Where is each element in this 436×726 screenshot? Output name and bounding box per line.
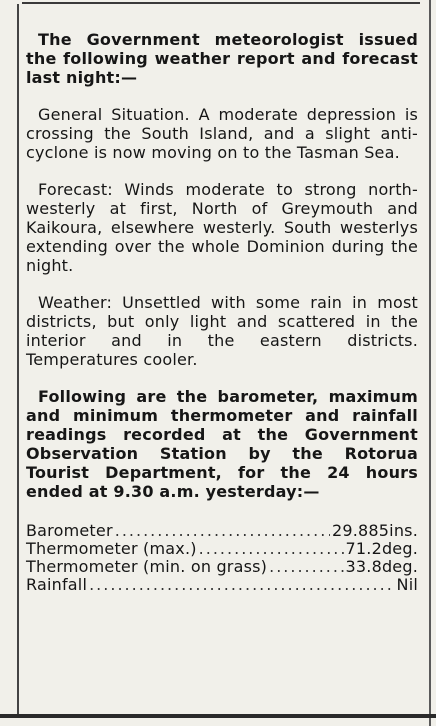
left-column-edge	[17, 4, 19, 716]
forecast-paragraph: Forecast: Winds moderate to strong north-westerly at first, North of Greymouth and Kaikoura, elsewhere westerly. South westerlys extending over the whole Dominion during the night.	[26, 180, 418, 275]
weather-report-article	[26, 30, 418, 594]
reading-label: Thermometer (min. on grass)	[26, 557, 268, 576]
bottom-rule	[0, 714, 436, 718]
reading-label: Barometer	[26, 521, 113, 540]
right-column-edge	[429, 0, 431, 726]
reading-row-thermometer-min	[26, 558, 418, 576]
weather-paragraph: Weather: Unsettled with some rain in most districts, but only light and scattered in the interior and in the eastern districts. Temperatures cooler.	[26, 293, 418, 369]
reading-row-rainfall	[26, 576, 418, 594]
reading-value: 33.8deg.	[345, 557, 418, 576]
readings-intro-paragraph: Following are the barometer, maximum and minimum thermometer and rainfall readings recorded at the Government Observation Station by the Rotorua Tourist Department, for the 24 hours ended at 9.30 a.m. yesterday:—	[26, 387, 418, 501]
general-situation-paragraph: General Situation. A moderate depression is crossing the South Island, and a slight anti-cyclone is now moving on to the Tasman Sea.	[26, 105, 418, 162]
article-intro: The Government meteorologist issued the following weather report and forecast last night:—	[26, 30, 418, 87]
top-rule	[22, 2, 420, 4]
reading-value: Nil	[396, 575, 418, 594]
readings-table	[26, 522, 418, 594]
dot-leader	[199, 540, 344, 558]
reading-label: Rainfall	[26, 575, 88, 594]
reading-value: 71.2deg.	[345, 539, 418, 558]
dot-leader	[89, 576, 394, 594]
reading-value: 29.885ins.	[332, 521, 418, 540]
reading-row-barometer	[26, 522, 418, 540]
reading-label: Thermometer (max.)	[26, 539, 197, 558]
reading-row-thermometer-max	[26, 540, 418, 558]
dot-leader	[115, 522, 330, 540]
dot-leader	[269, 558, 343, 576]
